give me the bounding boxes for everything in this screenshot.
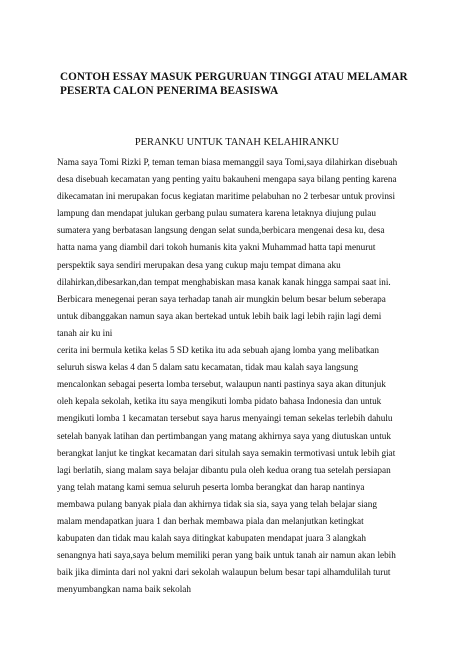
title-line-2: PESERTA CALON PENERIMA BEASISWA	[60, 85, 279, 97]
body-line: setelah banyak latihan dan pertimbangan yang matang akhirnya saya yang diutuskan untuk	[57, 430, 391, 441]
body-line: lampung dan mendapat julukan gerbang pulau sumatera karena letaknya diujung pulau	[57, 208, 376, 219]
body-line: lagi berlatih, siang malam saya belajar dibantu pula oleh kedua orang tua setelah persiapan	[57, 464, 391, 475]
body-line: Nama saya Tomi Rizki P, teman teman biasa memanggil saya Tomi,saya dilahirkan disebuah	[57, 157, 398, 167]
body-line: hatta nama yang diambil dari tokoh humanis kita yakni Muhammad hatta tapi menurut	[57, 242, 376, 253]
body-line: tanah air ku ini	[57, 327, 113, 338]
body-line: desa disebuah kecamatan yang penting yaitu bakauheni mengapa saya bilang penting karena	[57, 174, 397, 185]
body-line: membawa pulang banyak piala dan akhirnya tidak sia sia, saya yang telah belajar siang	[57, 498, 377, 509]
body-line: oleh kepala sekolah, ketika itu saya mengikuti lomba pidato bahasa Indonesia dan untuk	[57, 396, 382, 407]
body-line: malam mendapatkan juara 1 dan berhak membawa piala dan melanjutkan ketingkat	[57, 515, 364, 526]
body-line: dikecamatan ini merupakan focus kegiatan maritime pelabuhan no 2 terbesar untuk provinsi	[57, 191, 396, 202]
body-line: perspektik saya sendiri merupakan desa yang cukup maju tempat dimana aku	[57, 259, 341, 270]
body-line: baik jika diminta dari nol yakni dari sekolah walaupun belum besar tapi alhamdulilah turut	[57, 567, 391, 578]
body-line: menyumbangkan nama baik sekolah	[57, 584, 191, 595]
body-line: seluruh siswa kelas 4 dan 5 dalam satu kecamatan, tidak mau kalah saya langsung	[57, 362, 359, 373]
essay-body	[57, 156, 427, 600]
section-heading: PERANKU UNTUK TANAH KELAHIRANKU	[134, 137, 340, 148]
title-line-1: CONTOH ESSAY MASUK PERGURUAN TINGGI ATAU MELAMAR	[60, 71, 408, 83]
body-line: sumatera yang berbatasan langsung dengan selat sunda,berbicara mengenai desa ku, desa	[57, 225, 385, 236]
body-line: Berbicara menegenai peran saya terhadap tanah air mungkin belum besar belum seberapa	[57, 293, 386, 304]
body-line: dilahirkan,dibesarkan,dan tempat menghabiskan masa kanak kanak hingga sampai saat ini.	[57, 276, 391, 287]
body-line: senangnya hati saya,saya belum memiliki peran yang baik untuk tanah air namun akan lebih	[57, 550, 396, 561]
body-line: kabupaten dan tidak mau kalah saya ditingkat kabupaten mendapat juara 3 alangkah	[57, 533, 366, 544]
body-line: untuk dibanggakan namun saya akan bertekad untuk lebih baik lagi lebih rajin lagi demi	[57, 310, 382, 321]
body-line: mencalonkan sebagai peserta lomba tersebut, walaupun nanti pastinya saya akan ditunjuk	[57, 379, 386, 390]
document-title	[60, 70, 420, 98]
body-line: berangkat lanjut ke tingkat kecamatan dari situlah saya semakin termotivasi untuk lebih giat	[57, 447, 396, 458]
body-line: yang telah matang kami semua seluruh peserta lomba berangkat dan harap nantinya	[57, 481, 365, 492]
body-line: cerita ini bermula ketika kelas 5 SD ketika itu ada sebuah ajang lomba yang melibatkan	[57, 345, 379, 356]
body-line: mengikuti lomba 1 kecamatan tersebut saya harus menyaingi teman sekelas terlebih dahulu	[57, 413, 393, 424]
